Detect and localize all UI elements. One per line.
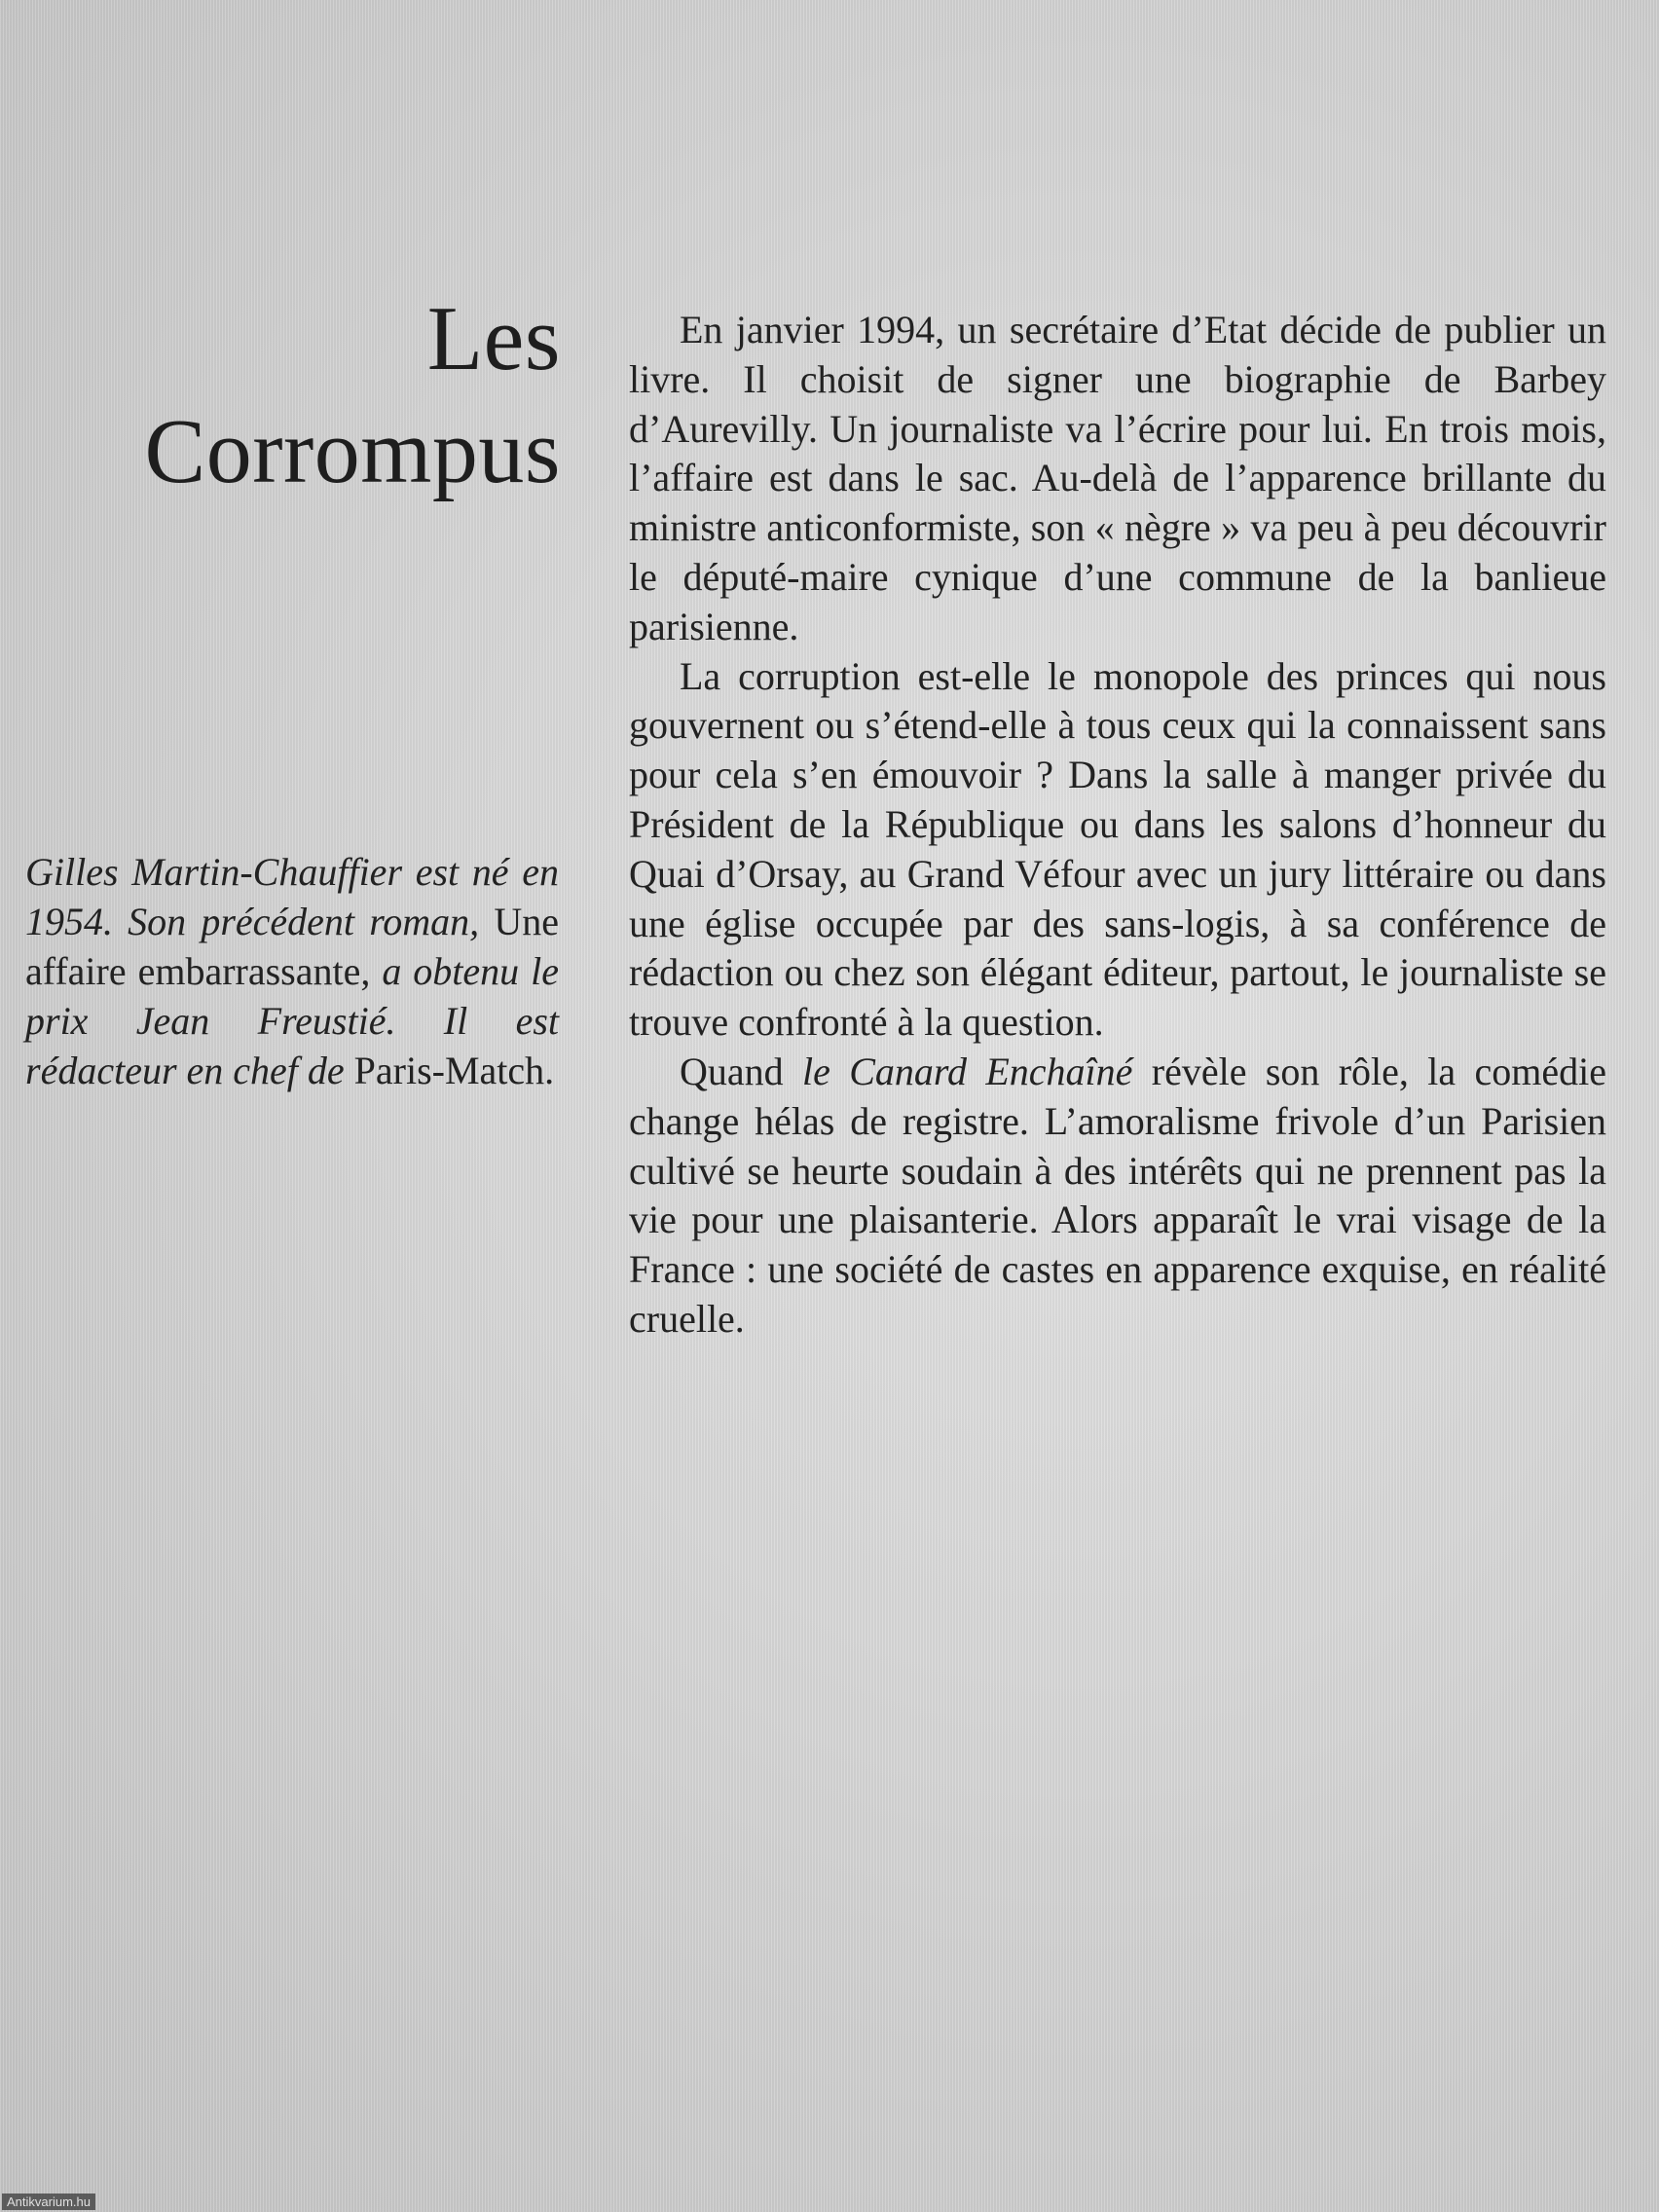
author-bio-magazine: Paris-Match.: [344, 1049, 555, 1092]
blurb-paragraph-1: En janvier 1994, un secrétaire d’Etat décide de publier un livre. Il choisit de signer une biographie de Barbey d’Aurevilly. Un journaliste va l’écrire pour lui. En trois mois, l’affaire est dans le sac. Au-delà de l’apparence brillante du ministre anticonformiste, son « nègre » va peu à peu découvrir le député-maire cynique d’une commune de la banlieue parisienne.: [629, 308, 1606, 648]
author-bio: [25, 847, 559, 1095]
author-bio-text-1: Gilles Martin-Chauffier est né en 1954. Son précédent roman,: [25, 850, 559, 943]
book-title: [16, 282, 561, 508]
book-title-line-1: Les: [426, 288, 561, 389]
author-bio-text-2: a obtenu le prix Jean Freustié. Il est rédacteur en chef de: [25, 949, 559, 1092]
blurb-newspaper-title: le Canard Enchaîné: [802, 1049, 1133, 1093]
author-bio-previous-novel: Une affaire embarrassante,: [25, 900, 559, 993]
blurb-paragraph-3: [629, 1048, 1606, 1345]
blurb-paragraph-2: La corruption est-elle le monopole des princes qui nous gouvernent ou s’étend-elle à tous ceux qui la connaissent sans pour cela s’en émouvoir ? Dans la salle à manger privée du Président de la République ou dans les salons d’honneur du Quai d’Orsay, au Grand Véfour avec un jury littéraire ou dans une église occupée par des sans-logis, à sa conférence de rédaction ou chez son élégant éditeur, partout, le journaliste se trouve confronté à la question.: [629, 653, 1606, 1045]
blurb-paragraph-3-start: Quand: [680, 1049, 802, 1093]
book-blurb: [629, 306, 1606, 1345]
blurb-paragraph-3-end: révèle son rôle, la comédie change hélas de registre. L’amoralisme frivole d’un Parisien cultivé se heurte soudain à des intérêts qui ne prennent pas la vie pour une plaisanterie. Alors apparaît le vrai visage de la France : une société de castes en apparence exquise, en réalité cruelle.: [629, 1049, 1606, 1341]
watermark-label: Antikvarium.hu: [2, 2194, 95, 2210]
book-title-line-2: Corrompus: [144, 401, 561, 502]
